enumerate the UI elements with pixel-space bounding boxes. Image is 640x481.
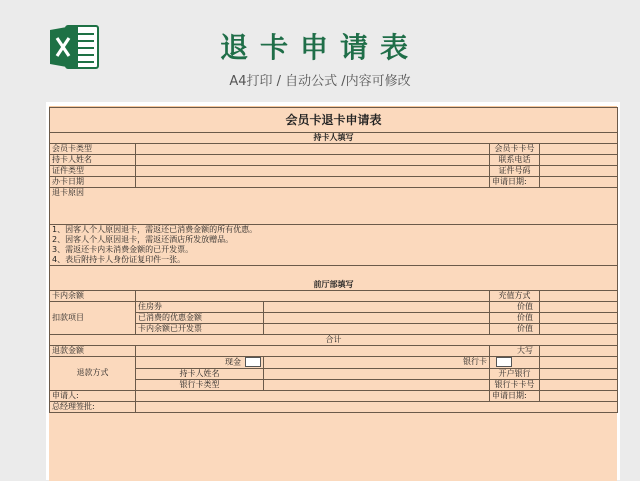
label-apply-date-2: 申请日期:	[490, 390, 540, 401]
label-id-no: 证件号码	[490, 166, 540, 177]
value-phone[interactable]	[540, 155, 618, 166]
deduct-item-1: 住房券	[136, 302, 264, 313]
section-holder: 持卡人填写	[50, 133, 618, 144]
value-bank-card[interactable]	[540, 357, 618, 369]
label-price-1: 价值	[490, 302, 540, 313]
bank-card-box-cell[interactable]	[490, 357, 540, 369]
option-cash[interactable]	[136, 357, 264, 369]
value-id-type[interactable]	[136, 166, 490, 177]
deduct-item-3: 卡内余额已开发票	[136, 324, 264, 335]
value-holder-name-2[interactable]	[264, 368, 490, 379]
value-bank-card-type[interactable]	[264, 379, 490, 390]
value-bank-open[interactable]	[540, 368, 618, 379]
value-price-1[interactable]	[540, 302, 618, 313]
page-title: 退卡申请表	[219, 31, 420, 64]
label-recharge: 充值方式	[490, 291, 540, 302]
label-bank-open: 开户银行	[490, 368, 540, 379]
value-deduct-2[interactable]	[264, 313, 490, 324]
label-total: 合计	[50, 335, 618, 346]
label-capital: 大写	[490, 346, 540, 357]
value-capital[interactable]	[540, 346, 618, 357]
spreadsheet	[49, 106, 617, 481]
label-bank-card-no: 银行卡卡号	[490, 379, 540, 390]
label-bank-card-type: 银行卡类型	[136, 379, 264, 390]
value-price-3[interactable]	[540, 324, 618, 335]
deduct-item-2: 已消费的优惠金额	[136, 313, 264, 324]
label-gm-sign: 总经理签批:	[50, 401, 136, 412]
value-bank-card-no[interactable]	[540, 379, 618, 390]
value-id-no[interactable]	[540, 166, 618, 177]
value-price-2[interactable]	[540, 313, 618, 324]
label-card-balance: 卡内余额	[50, 291, 136, 302]
label-deduction: 扣款项目	[50, 302, 136, 335]
label-applicant: 申请人:	[50, 390, 136, 401]
label-holder-name: 持卡人姓名	[50, 155, 136, 166]
value-apply-date-2[interactable]	[540, 390, 618, 401]
value-refund-amount[interactable]	[136, 346, 490, 357]
value-issue-date[interactable]	[136, 177, 490, 188]
value-deduct-1[interactable]	[264, 302, 490, 313]
option-bank-card[interactable]	[264, 357, 490, 369]
value-card-balance[interactable]	[136, 291, 490, 302]
section-front: 前厅部填写	[50, 266, 618, 291]
label-refund-method: 退款方式	[50, 357, 136, 391]
form-table	[49, 107, 618, 413]
value-card-type[interactable]	[136, 144, 490, 155]
value-gm-sign[interactable]	[136, 401, 618, 412]
label-card-type: 会员卡类型	[50, 144, 136, 155]
reason-cell[interactable]	[50, 188, 618, 225]
cash-checkbox[interactable]	[245, 357, 261, 367]
note-2: 2、因客人个人原因退卡，需返还酒店所发放赠品。	[50, 235, 618, 245]
label-issue-date: 办卡日期	[50, 177, 136, 188]
label-reason: 退卡原因	[52, 188, 84, 197]
label-cash: 现金	[225, 357, 241, 367]
label-apply-date: 申请日期:	[490, 177, 540, 188]
label-card-no: 会员卡卡号	[490, 144, 540, 155]
value-card-no[interactable]	[540, 144, 618, 155]
value-deduct-3[interactable]	[264, 324, 490, 335]
value-recharge[interactable]	[540, 291, 618, 302]
label-price-2: 价值	[490, 313, 540, 324]
label-price-3: 价值	[490, 324, 540, 335]
form-title: 会员卡退卡申请表	[50, 108, 618, 133]
note-3: 3、需返还卡内未消费金额的已开发票。	[50, 245, 618, 255]
label-refund-amount: 退款金额	[50, 346, 136, 357]
note-1: 1、因客人个人原因退卡，需返还已消费金额的所有优惠。	[50, 225, 618, 236]
page-subtitle: A4打印 / 自动公式 /内容可修改	[229, 74, 411, 89]
value-applicant[interactable]	[136, 390, 490, 401]
note-4: 4、表后附持卡人身份证复印件一张。	[50, 255, 618, 266]
label-bank-card: 银行卡	[463, 357, 487, 367]
value-holder-name[interactable]	[136, 155, 490, 166]
label-holder-name-2: 持卡人姓名	[136, 368, 264, 379]
value-apply-date[interactable]	[540, 177, 618, 188]
label-id-type: 证件类型	[50, 166, 136, 177]
label-phone: 联系电话	[490, 155, 540, 166]
bank-card-checkbox[interactable]	[496, 357, 512, 367]
